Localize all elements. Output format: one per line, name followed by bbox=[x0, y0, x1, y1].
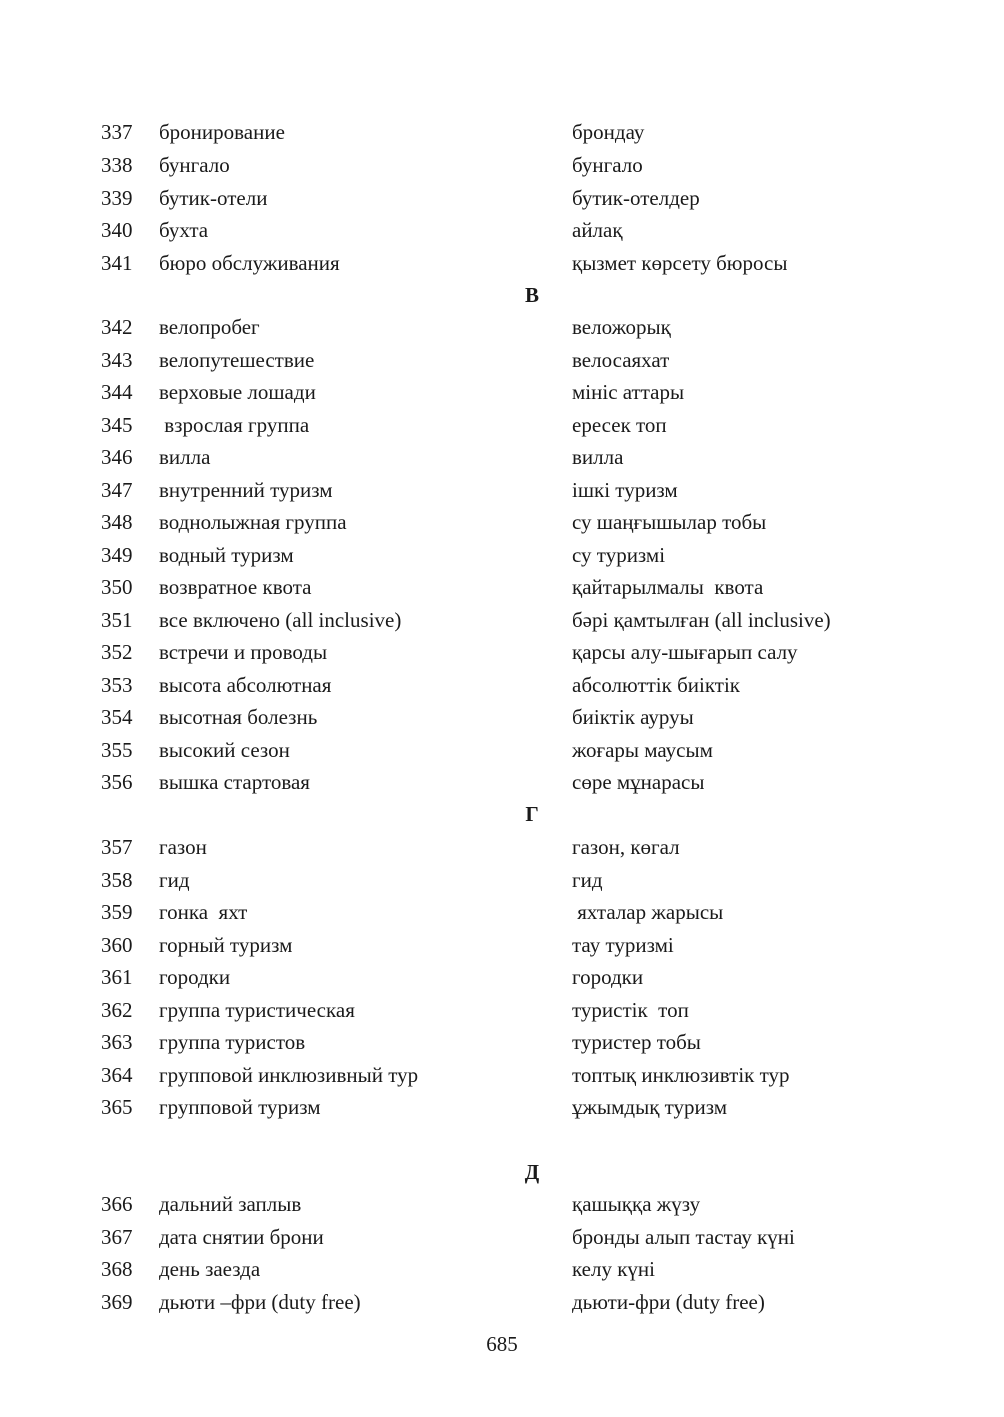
entry-number: 345 bbox=[101, 413, 133, 437]
entry-number: 344 bbox=[101, 380, 133, 404]
kazakh-term: туристер тобы bbox=[572, 1030, 701, 1054]
russian-term: бутик-отели bbox=[159, 186, 268, 210]
russian-term: бюро обслуживания bbox=[159, 251, 340, 275]
entry-number: 360 bbox=[101, 933, 133, 957]
entry-number: 346 bbox=[101, 445, 133, 469]
dictionary-entry-row bbox=[0, 897, 1004, 927]
kazakh-term: келу күні bbox=[572, 1257, 656, 1281]
entry-number: 363 bbox=[101, 1030, 133, 1054]
section-letter-heading: В bbox=[524, 283, 539, 307]
entry-number: 340 bbox=[101, 218, 133, 242]
kazakh-term: айлақ bbox=[572, 218, 623, 242]
dictionary-entry-row bbox=[0, 1287, 1004, 1317]
kazakh-term: сөре мұнарасы bbox=[572, 770, 705, 794]
russian-term: группа туристов bbox=[159, 1030, 306, 1054]
dictionary-entry-row bbox=[0, 442, 1004, 472]
kazakh-term: газон, көгал bbox=[572, 835, 680, 859]
kazakh-term: қызмет көрсету бюросы bbox=[572, 251, 788, 275]
russian-term: горный туризм bbox=[159, 933, 293, 957]
entry-number: 358 bbox=[101, 868, 133, 892]
russian-term: гид bbox=[159, 868, 190, 892]
dictionary-entry-row bbox=[0, 930, 1004, 960]
kazakh-term: бутик-отелдер bbox=[572, 186, 700, 210]
dictionary-entry-row bbox=[0, 735, 1004, 765]
russian-term: высота абсолютная bbox=[159, 673, 332, 697]
kazakh-term: биіктік ауруы bbox=[572, 705, 694, 729]
russian-term: верховые лошади bbox=[159, 380, 316, 404]
russian-term: дата снятии брони bbox=[159, 1225, 324, 1249]
entry-number: 359 bbox=[101, 900, 133, 924]
entry-number: 362 bbox=[101, 998, 133, 1022]
russian-term: групповой туризм bbox=[159, 1095, 321, 1119]
dictionary-entry-row bbox=[0, 832, 1004, 862]
russian-term: бунгало bbox=[159, 153, 230, 177]
kazakh-term: ішкі туризм bbox=[572, 478, 678, 502]
dictionary-entry-row bbox=[0, 1222, 1004, 1252]
kazakh-term: ұжымдық туризм bbox=[572, 1095, 728, 1119]
russian-term: водный туризм bbox=[159, 543, 294, 567]
russian-term: дьюти –фри (duty free) bbox=[159, 1290, 361, 1314]
russian-term: велопробег bbox=[159, 315, 260, 339]
entry-number: 338 bbox=[101, 153, 133, 177]
kazakh-term: яхталар жарысы bbox=[572, 900, 724, 924]
dictionary-entry-row bbox=[0, 865, 1004, 895]
entry-number: 365 bbox=[101, 1095, 133, 1119]
russian-term: гонка яхт bbox=[159, 900, 248, 924]
kazakh-term: бронды алып тастау күні bbox=[572, 1225, 795, 1249]
dictionary-entry-row bbox=[0, 702, 1004, 732]
entry-number: 349 bbox=[101, 543, 133, 567]
russian-term: велопутешествие bbox=[159, 348, 315, 372]
dictionary-entry-row bbox=[0, 572, 1004, 602]
russian-term: день заезда bbox=[159, 1257, 261, 1281]
kazakh-term: топтық инклюзивтік тур bbox=[572, 1063, 790, 1087]
entry-number: 368 bbox=[101, 1257, 133, 1281]
section-letter-heading: Г bbox=[525, 802, 539, 826]
russian-term: высокий сезон bbox=[159, 738, 290, 762]
dictionary-entry-row bbox=[0, 1189, 1004, 1219]
russian-term: все включено (all inclusive) bbox=[159, 608, 402, 632]
kazakh-term: су шаңғышылар тобы bbox=[572, 510, 767, 534]
russian-term: высотная болезнь bbox=[159, 705, 318, 729]
entry-number: 356 bbox=[101, 770, 133, 794]
kazakh-term: жоғары маусым bbox=[572, 738, 713, 762]
dictionary-entry-row bbox=[0, 540, 1004, 570]
russian-term: встречи и проводы bbox=[159, 640, 328, 664]
entry-number: 337 bbox=[101, 120, 133, 144]
russian-term: вышка стартовая bbox=[159, 770, 310, 794]
kazakh-term: су туризмі bbox=[572, 543, 666, 567]
kazakh-term: брондау bbox=[572, 120, 645, 144]
russian-term: возвратное квота bbox=[159, 575, 312, 599]
dictionary-entry-row bbox=[0, 312, 1004, 342]
entry-number: 357 bbox=[101, 835, 133, 859]
kazakh-term: тау туризмі bbox=[572, 933, 674, 957]
dictionary-entry-row bbox=[0, 345, 1004, 375]
kazakh-term: қашыққа жүзу bbox=[572, 1192, 701, 1216]
dictionary-entry-row bbox=[0, 1092, 1004, 1122]
entry-number: 351 bbox=[101, 608, 133, 632]
entry-number: 347 bbox=[101, 478, 133, 502]
kazakh-term: вилла bbox=[572, 445, 624, 469]
entry-number: 343 bbox=[101, 348, 133, 372]
entry-number: 369 bbox=[101, 1290, 133, 1314]
dictionary-entry-row bbox=[0, 637, 1004, 667]
entry-number: 354 bbox=[101, 705, 133, 729]
kazakh-term: велосаяхат bbox=[572, 348, 670, 372]
entry-number: 353 bbox=[101, 673, 133, 697]
kazakh-term: ересек топ bbox=[572, 413, 667, 437]
section-letter-heading: Д bbox=[524, 1160, 540, 1184]
entry-number: 352 bbox=[101, 640, 133, 664]
dictionary-entry-row bbox=[0, 410, 1004, 440]
dictionary-entry-row bbox=[0, 377, 1004, 407]
entry-number: 348 bbox=[101, 510, 133, 534]
dictionary-entry-row bbox=[0, 605, 1004, 635]
dictionary-entry-row bbox=[0, 1060, 1004, 1090]
dictionary-entry-row bbox=[0, 507, 1004, 537]
russian-term: внутренний туризм bbox=[159, 478, 333, 502]
entry-number: 350 bbox=[101, 575, 133, 599]
dictionary-entry-row bbox=[0, 995, 1004, 1025]
entry-number: 355 bbox=[101, 738, 133, 762]
russian-term: городки bbox=[159, 965, 231, 989]
kazakh-term: бунгало bbox=[572, 153, 643, 177]
russian-term: воднолыжная группа bbox=[159, 510, 347, 534]
page-number: 685 bbox=[486, 1332, 518, 1356]
russian-term: вилла bbox=[159, 445, 211, 469]
entry-number: 341 bbox=[101, 251, 133, 275]
russian-term: групповой инклюзивный тур bbox=[159, 1063, 419, 1087]
kazakh-term: абсолюттік биіктік bbox=[572, 673, 740, 697]
kazakh-term: веложорық bbox=[572, 315, 671, 339]
russian-term: группа туристическая bbox=[159, 998, 355, 1022]
kazakh-term: дьюти-фри (duty free) bbox=[572, 1290, 765, 1314]
dictionary-entry-row bbox=[0, 670, 1004, 700]
russian-term: газон bbox=[159, 835, 207, 859]
russian-term: бухта bbox=[159, 218, 209, 242]
dictionary-entry-row bbox=[0, 767, 1004, 797]
entry-number: 339 bbox=[101, 186, 133, 210]
kazakh-term: туристік топ bbox=[572, 998, 689, 1022]
kazakh-term: қайтарылмалы квота bbox=[572, 575, 764, 599]
entry-number: 367 bbox=[101, 1225, 133, 1249]
dictionary-entry-row bbox=[0, 248, 1004, 278]
dictionary-entry-row bbox=[0, 962, 1004, 992]
dictionary-entry-row bbox=[0, 1254, 1004, 1284]
entry-number: 361 bbox=[101, 965, 133, 989]
kazakh-term: бәрі қамтылған (all inclusive) bbox=[572, 608, 831, 632]
russian-term: дальний заплыв bbox=[159, 1192, 302, 1216]
dictionary-entry-row bbox=[0, 183, 1004, 213]
russian-term: бронирование bbox=[159, 120, 285, 144]
dictionary-entry-row bbox=[0, 215, 1004, 245]
entry-number: 342 bbox=[101, 315, 133, 339]
dictionary-entry-row bbox=[0, 150, 1004, 180]
dictionary-entry-row bbox=[0, 475, 1004, 505]
dictionary-entry-row bbox=[0, 1027, 1004, 1057]
dictionary-entry-row bbox=[0, 117, 1004, 147]
entry-number: 364 bbox=[101, 1063, 133, 1087]
kazakh-term: гид bbox=[572, 868, 603, 892]
kazakh-term: мініс аттары bbox=[572, 380, 685, 404]
russian-term: взрослая группа bbox=[159, 413, 310, 437]
kazakh-term: қарсы алу-шығарып салу bbox=[572, 640, 798, 664]
kazakh-term: городки bbox=[572, 965, 644, 989]
entry-number: 366 bbox=[101, 1192, 133, 1216]
